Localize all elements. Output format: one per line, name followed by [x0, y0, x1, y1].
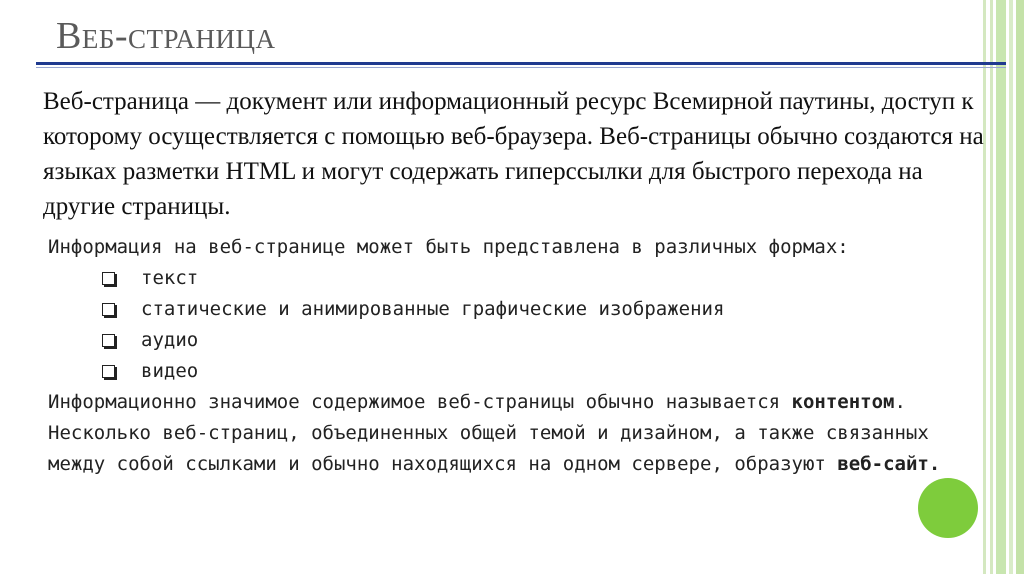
- checkbox-square-icon: [102, 365, 115, 378]
- site-paragraph: [48, 418, 978, 480]
- forms-intro: Информация на веб-странице может быть представлена в различных формах:: [48, 236, 849, 258]
- decor-stripe: [990, 0, 993, 574]
- content-paragraph: [48, 387, 978, 418]
- details-section: [48, 232, 978, 480]
- site-term: веб-сайт.: [837, 453, 941, 475]
- definition-paragraph: Веб-страница — документ или информационный ресурс Всемирной паутины, доступ к которому осуществляется с помощью веб-браузера. Веб-страницы обычно создаются на языках разметки HTML и могут содержать гиперссылки для быстрого перехода на другие страницы.: [43, 88, 984, 220]
- list-item-label: статические и анимированные графические изображения: [141, 298, 725, 320]
- title-underline-thin: [36, 67, 1006, 68]
- content-end: .: [894, 391, 906, 413]
- list-item: [102, 263, 978, 294]
- list-item-label: текст: [141, 267, 199, 289]
- green-circle-decoration: [918, 478, 978, 538]
- checkbox-square-icon: [102, 303, 115, 316]
- checkbox-square-icon: [102, 272, 115, 285]
- forms-list: [102, 263, 978, 387]
- decor-stripe: [1016, 0, 1024, 574]
- list-item: [102, 325, 978, 356]
- content-text: Информационно значимое содержимое веб-страницы обычно называется: [48, 391, 781, 413]
- list-item-label: аудио: [141, 329, 199, 351]
- list-item: [102, 294, 978, 325]
- list-item-label: видео: [141, 360, 199, 382]
- slide-title: Веб-страница: [56, 15, 276, 57]
- decor-stripe: [1009, 0, 1013, 574]
- checkbox-square-icon: [102, 334, 115, 347]
- title-underline: [36, 62, 1006, 65]
- list-item: [102, 356, 978, 387]
- decor-stripe: [996, 0, 1006, 574]
- content-term: контентом: [791, 391, 895, 413]
- site-text: Несколько веб-страниц, объединенных общей темой и дизайном, а также связанных между собой ссылками и обычно находящихся на одном сервере, образуют: [48, 422, 929, 475]
